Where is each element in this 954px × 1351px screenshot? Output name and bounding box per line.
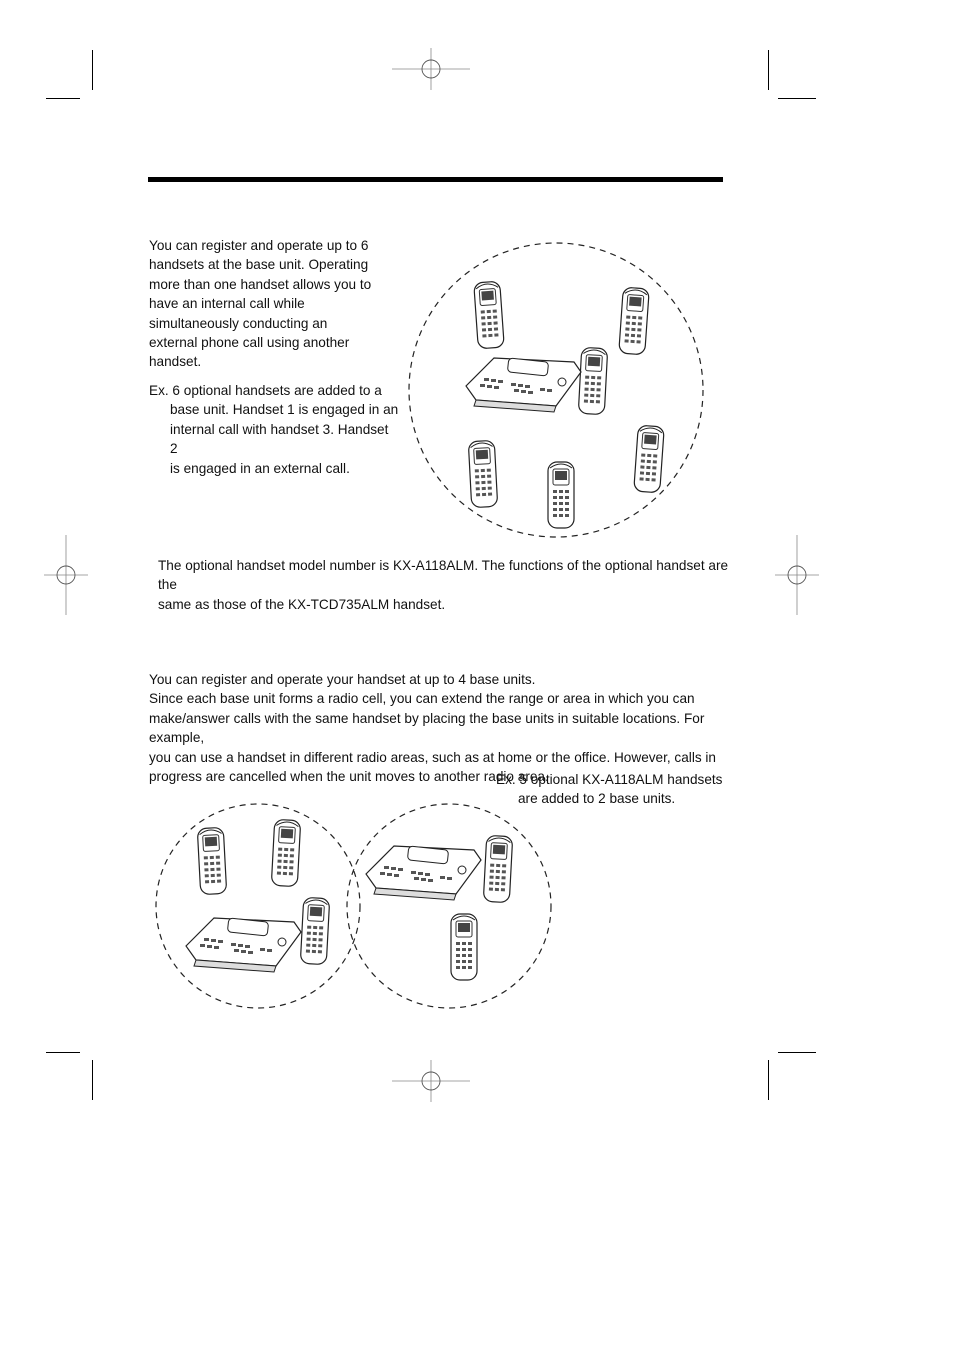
example-line: base unit. Handset 1 is engaged in an xyxy=(170,402,399,418)
intro-paragraph xyxy=(149,236,399,372)
example-paragraph xyxy=(149,381,399,478)
crop-mark xyxy=(92,50,93,90)
base-unit-icon xyxy=(466,358,586,416)
base-unit-icon xyxy=(186,918,306,976)
body-line: make/answer calls with the same handset by placing the base units in suitable locations. For example, xyxy=(149,710,705,746)
intro-line: handsets at the base unit. Operating xyxy=(149,257,369,273)
handset-icon xyxy=(476,282,504,350)
example-line: are added to 2 base units. xyxy=(518,791,676,807)
intro-line: handset. xyxy=(149,354,202,370)
intro-line: You can register and operate up to 6 xyxy=(149,238,369,253)
registration-mark-icon xyxy=(775,535,819,615)
body-line: You can register and operate your handset at up to 4 base units. xyxy=(149,672,536,687)
handset-icon xyxy=(451,914,479,982)
handset-icon xyxy=(548,462,576,530)
intro-line: have an internal call while xyxy=(149,296,305,312)
example-line: internal call with handset 3. Handset 2 xyxy=(170,421,389,457)
crop-mark xyxy=(768,1060,769,1100)
example-line: is engaged in an external call. xyxy=(170,460,350,476)
crop-mark xyxy=(768,50,769,90)
handset-icon xyxy=(199,828,227,896)
handset-icon xyxy=(485,836,513,904)
optional-handset-note xyxy=(158,556,738,614)
registration-mark-icon xyxy=(44,535,88,615)
body-line: Since each base unit forms a radio cell, you can extend the range or area in which you can xyxy=(149,691,695,707)
handset-icon xyxy=(302,898,330,966)
radio-cell-boundary xyxy=(347,804,551,1008)
intro-line: simultaneously conducting an xyxy=(149,315,328,331)
crop-mark xyxy=(92,1060,93,1100)
handset-icon xyxy=(636,426,664,494)
intro-line: more than one handset allows you to xyxy=(149,276,372,292)
section-rule xyxy=(148,177,723,182)
base-unit-icon xyxy=(366,846,486,904)
example-line: Ex. 6 optional handsets are added to a xyxy=(149,383,382,398)
crop-mark xyxy=(778,1052,816,1053)
example-line: Ex. 5 optional KX-A118ALM handsets xyxy=(496,772,723,787)
note-line: The optional handset model number is KX-A118ALM. The functions of the optional handset are the xyxy=(158,558,729,593)
registration-mark-icon xyxy=(392,1060,470,1102)
crop-mark xyxy=(778,98,816,99)
handset-icon xyxy=(621,288,649,356)
note-line: same as those of the KX-TCD735ALM handset. xyxy=(158,596,446,612)
multi-base-paragraph xyxy=(149,670,739,786)
handset-icon xyxy=(470,441,498,509)
body-line: you can use a handset in different radio areas, such as at home or the office. However, calls in xyxy=(149,749,716,765)
intro-line: external phone call using another xyxy=(149,335,350,351)
handset-icon xyxy=(273,820,301,888)
body-line: progress are cancelled when the unit moves to another radio area. xyxy=(149,769,549,785)
crop-mark xyxy=(46,98,80,99)
crop-mark xyxy=(46,1052,80,1053)
registration-mark-icon xyxy=(392,48,470,90)
